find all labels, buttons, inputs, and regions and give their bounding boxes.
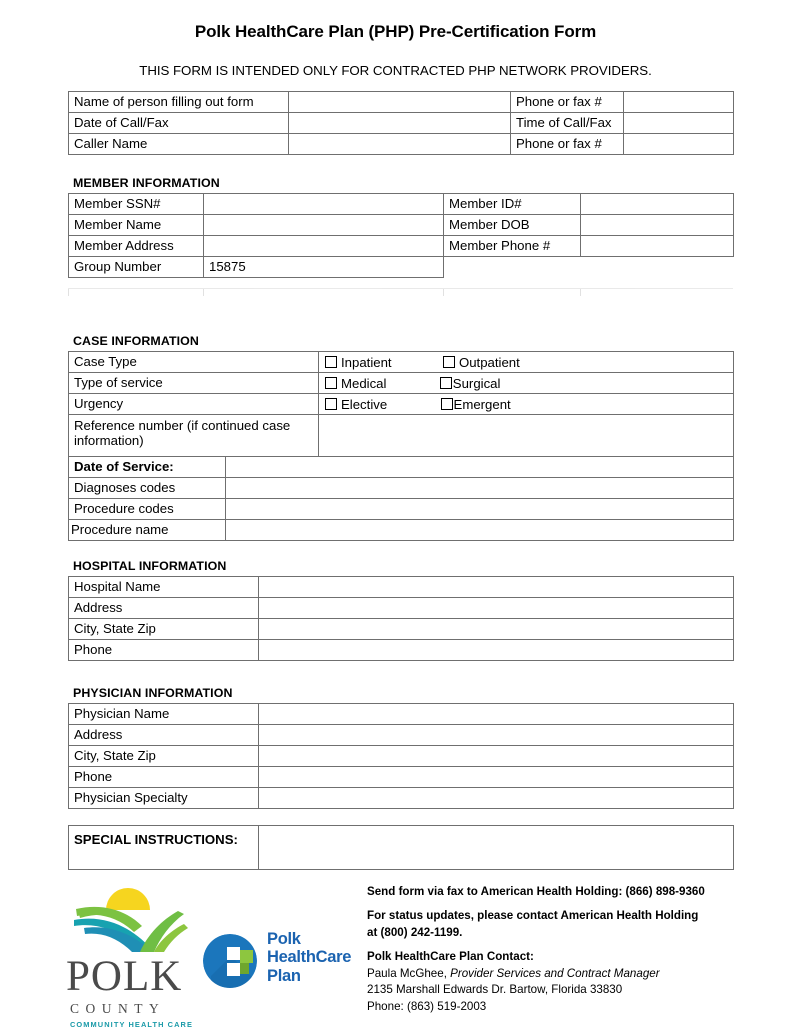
page-subtitle: THIS FORM IS INTENDED ONLY FOR CONTRACTED PHP NETWORK PROVIDERS. — [139, 63, 652, 78]
checkbox-box-icon[interactable] — [443, 356, 455, 368]
hospital-label-phone: Phone — [69, 640, 259, 661]
section-heading-hospital: HOSPITAL INFORMATION — [73, 559, 227, 573]
table-row — [69, 640, 734, 661]
php-logo-line-3: Plan — [267, 966, 301, 985]
table-row — [69, 352, 734, 373]
table-row — [69, 215, 734, 236]
table-row — [69, 577, 734, 598]
footer-status-line-1: For status updates, please contact American Health Holding — [367, 909, 699, 923]
polk-county-sunrise-icon — [66, 884, 198, 956]
checkbox-box-icon[interactable] — [325, 356, 337, 368]
checkbox-label-surgical: Surgical — [452, 375, 501, 391]
member-field-group-number[interactable]: 15875 — [204, 257, 444, 278]
checkbox-label-medical: Medical — [341, 375, 387, 391]
case-information-table — [68, 351, 734, 541]
contact-field-time-call[interactable] — [624, 113, 734, 134]
contact-field-caller-name[interactable] — [289, 134, 511, 155]
checkbox-medical[interactable] — [325, 376, 386, 391]
case-label-case-type: Case Type — [69, 352, 319, 373]
hospital-label-city-state-zip: City, State Zip — [69, 619, 259, 640]
contact-field-name[interactable] — [289, 92, 511, 113]
contact-table — [68, 91, 734, 155]
table-row — [69, 415, 734, 457]
member-field-id[interactable] — [581, 194, 734, 215]
case-field-diagnoses-codes[interactable] — [226, 478, 734, 499]
member-field-phone[interactable] — [581, 236, 734, 257]
footer-contact-phone: Phone: (863) 519-2003 — [367, 999, 487, 1013]
hospital-field-address[interactable] — [259, 598, 734, 619]
physician-field-specialty[interactable] — [259, 788, 734, 809]
case-field-reference-number[interactable] — [319, 415, 734, 457]
special-instructions-table — [68, 825, 734, 870]
table-row — [69, 478, 734, 499]
table-row — [69, 619, 734, 640]
hospital-field-name[interactable] — [259, 577, 734, 598]
table-row — [69, 725, 734, 746]
contact-label-name: Name of person filling out form — [69, 92, 289, 113]
checkbox-box-icon[interactable] — [325, 398, 337, 410]
polk-county-logo-county: COUNTY — [70, 1000, 166, 1016]
table-row — [69, 134, 734, 155]
hospital-label-name: Hospital Name — [69, 577, 259, 598]
section-heading-member: MEMBER INFORMATION — [73, 176, 220, 190]
member-label-ssn: Member SSN# — [69, 194, 204, 215]
contact-label-caller-name: Caller Name — [69, 134, 289, 155]
case-label-reference-number: Reference number (if continued case information) — [69, 415, 319, 457]
hospital-field-phone[interactable] — [259, 640, 734, 661]
php-logo-line-1: Polk — [267, 930, 301, 948]
checkbox-emergent[interactable] — [441, 397, 511, 412]
table-row — [69, 826, 734, 870]
physician-field-name[interactable] — [259, 704, 734, 725]
member-label-name: Member Name — [69, 215, 204, 236]
table-row — [69, 767, 734, 788]
footer-contact-role: Provider Services and Contract Manager — [450, 966, 660, 980]
checkbox-surgical[interactable] — [440, 376, 501, 391]
checkbox-label-outpatient: Outpatient — [458, 354, 520, 370]
footer-contact-person-row — [367, 966, 767, 982]
footer-status-line-2: at (800) 242-1199. — [367, 925, 463, 939]
physician-field-address[interactable] — [259, 725, 734, 746]
section-heading-case: CASE INFORMATION — [73, 334, 199, 348]
case-options-type-of-service — [319, 373, 734, 394]
contact-field-date-call[interactable] — [289, 113, 511, 134]
case-options-case-type — [319, 352, 734, 373]
case-options-urgency — [319, 394, 734, 415]
member-field-address[interactable] — [204, 236, 444, 257]
table-artifact-divider — [68, 288, 733, 297]
case-label-date-of-service: Date of Service: — [69, 457, 226, 478]
footer-logos — [66, 884, 366, 1029]
table-row — [69, 457, 734, 478]
physician-label-name: Physician Name — [69, 704, 259, 725]
section-heading-physician: PHYSICIAN INFORMATION — [73, 686, 233, 700]
hospital-label-address: Address — [69, 598, 259, 619]
polk-county-logo-tagline: COMMUNITY HEALTH CARE — [70, 1019, 194, 1029]
member-field-name[interactable] — [204, 215, 444, 236]
checkbox-label-emergent: Emergent — [453, 396, 511, 412]
member-information-table — [68, 193, 734, 278]
checkbox-outpatient[interactable] — [443, 355, 520, 370]
physician-label-phone: Phone — [69, 767, 259, 788]
physician-label-address: Address — [69, 725, 259, 746]
php-logo-line-2: HealthCare — [267, 948, 352, 967]
footer-contact-heading: Polk HealthCare Plan Contact: — [367, 950, 534, 964]
table-row — [69, 499, 734, 520]
checkbox-box-icon[interactable] — [441, 398, 453, 410]
table-row — [69, 520, 734, 541]
table-row — [69, 394, 734, 415]
physician-label-specialty: Physician Specialty — [69, 788, 259, 809]
checkbox-inpatient[interactable] — [325, 355, 392, 370]
table-row — [69, 113, 734, 134]
physician-field-phone[interactable] — [259, 767, 734, 788]
contact-label-date-call: Date of Call/Fax — [69, 113, 289, 134]
special-instructions-label: SPECIAL INSTRUCTIONS: — [69, 826, 259, 870]
table-row — [69, 373, 734, 394]
contact-label-phone-fax-1: Phone or fax # — [511, 92, 624, 113]
case-field-procedure-codes[interactable] — [226, 499, 734, 520]
table-row — [69, 236, 734, 257]
case-label-procedure-codes: Procedure codes — [69, 499, 226, 520]
member-label-id: Member ID# — [444, 194, 581, 215]
footer-contact-address: 2135 Marshall Edwards Dr. Bartow, Florida 33830 — [367, 983, 623, 997]
contact-field-phone-fax-1[interactable] — [624, 92, 734, 113]
member-label-group-number: Group Number — [69, 257, 204, 278]
checkbox-box-icon[interactable] — [325, 377, 337, 389]
table-row — [69, 598, 734, 619]
member-label-address: Member Address — [69, 236, 204, 257]
checkbox-label-inpatient: Inpatient — [341, 354, 392, 370]
member-field-ssn[interactable] — [204, 194, 444, 215]
table-row — [69, 746, 734, 767]
checkbox-box-icon[interactable] — [440, 377, 452, 389]
table-row — [69, 788, 734, 809]
contact-field-phone-fax-2[interactable] — [624, 134, 734, 155]
case-label-type-of-service: Type of service — [69, 373, 319, 394]
case-label-diagnoses-codes: Diagnoses codes — [69, 478, 226, 499]
table-row — [69, 92, 734, 113]
page-title: Polk HealthCare Plan (PHP) Pre-Certification Form — [194, 22, 597, 41]
contact-label-time-call: Time of Call/Fax — [511, 113, 624, 134]
footer-fax-line: Send form via fax to American Health Holding: (866) 898-9360 — [367, 885, 705, 898]
table-row — [69, 194, 734, 215]
physician-label-city-state-zip: City, State Zip — [69, 746, 259, 767]
physician-field-city-state-zip[interactable] — [259, 746, 734, 767]
checkbox-elective[interactable] — [325, 397, 387, 412]
table-row — [69, 704, 734, 725]
table-row — [69, 257, 734, 278]
special-instructions-field[interactable] — [259, 826, 734, 870]
contact-label-phone-fax-2: Phone or fax # — [511, 134, 624, 155]
footer-contact-person: Paula McGhee, — [367, 966, 451, 980]
polk-county-logo-name: POLK — [66, 953, 183, 1000]
physician-information-table — [68, 703, 734, 809]
case-label-procedure-name: Procedure name — [69, 520, 226, 541]
case-label-urgency: Urgency — [69, 394, 319, 415]
footer-contact-info — [367, 884, 767, 1015]
hospital-information-table — [68, 576, 734, 661]
case-field-procedure-name[interactable] — [226, 520, 734, 541]
case-field-date-of-service[interactable] — [226, 457, 734, 478]
member-field-dob[interactable] — [581, 215, 734, 236]
php-logo-mark-icon — [201, 932, 259, 990]
member-label-phone: Member Phone # — [444, 236, 581, 257]
checkbox-label-elective: Elective — [341, 396, 388, 412]
hospital-field-city-state-zip[interactable] — [259, 619, 734, 640]
polk-county-logo — [66, 884, 198, 1029]
member-label-dob: Member DOB — [444, 215, 581, 236]
